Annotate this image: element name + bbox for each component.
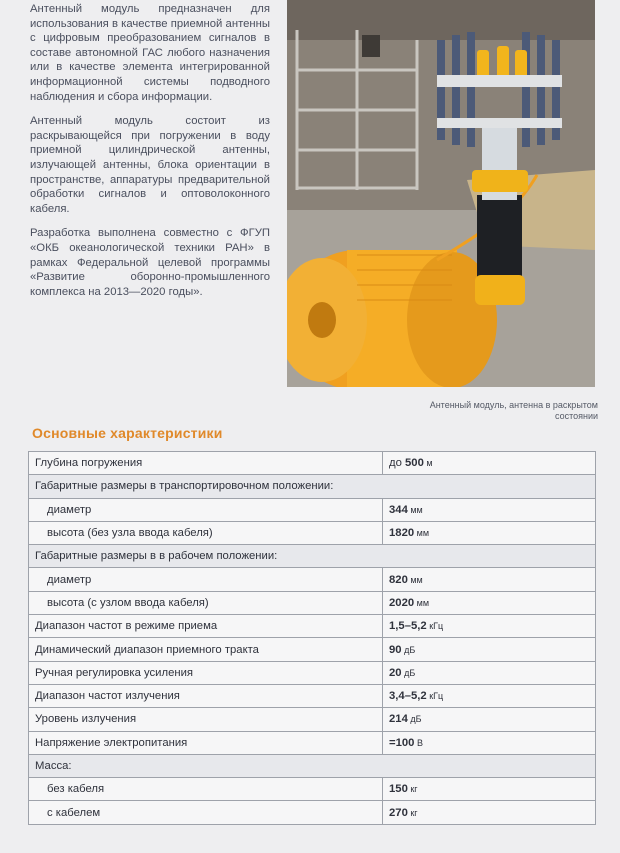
spec-value-unit: мм [414, 528, 430, 539]
spec-value-unit: дБ [407, 714, 422, 725]
spec-value-number: 270 [389, 806, 408, 819]
spec-value-number: 2020 [389, 596, 415, 609]
spec-row [29, 498, 596, 521]
spec-label: высота (с узлом ввода кабеля) [29, 591, 383, 614]
spec-value [383, 568, 596, 591]
spec-value-number: 344 [389, 503, 408, 516]
spec-label: Глубина погружения [29, 452, 383, 475]
spec-value [383, 708, 596, 731]
spec-row [29, 452, 596, 475]
spec-value-unit: кГц [426, 621, 444, 632]
spec-value [383, 591, 596, 614]
spec-value [383, 452, 596, 475]
spec-value-number: 20 [389, 666, 402, 679]
spec-value [383, 801, 596, 824]
spec-value-number: 150 [389, 783, 408, 796]
spec-value [383, 521, 596, 544]
description-text [30, 2, 270, 309]
antenna-module-photo [287, 0, 595, 387]
spec-row [29, 684, 596, 707]
spec-group-label: Габаритные размеры в транспортировочном положении: [29, 475, 596, 498]
spec-value [383, 498, 596, 521]
spec-row [29, 661, 596, 684]
paragraph-development: Разработка выполнена совместно с ФГУП «ОКБ океанологической техники РАН» в рамках Федеральной целевой программы «Развитие оборонно-промышленного комплекса на 2013—2020 годы». [30, 227, 270, 298]
spec-value-unit: м [423, 458, 433, 469]
spec-value [383, 778, 596, 801]
spec-value-unit: мм [407, 574, 423, 585]
spec-label: без кабеля [29, 778, 383, 801]
antenna-photo-illustration [287, 0, 595, 387]
spec-label: с кабелем [29, 801, 383, 824]
spec-value-number: 3,4–5,2 [389, 690, 427, 703]
spec-row [29, 591, 596, 614]
spec-value-unit: дБ [401, 644, 416, 655]
spec-label: высота (без узла ввода кабеля) [29, 521, 383, 544]
spec-value [383, 638, 596, 661]
spec-value-number: 820 [389, 573, 408, 586]
spec-row [29, 638, 596, 661]
spec-group-row [29, 475, 596, 498]
photo-caption: Антенный модуль, антенна в раскрытом состоянии [429, 400, 598, 421]
spec-group-row [29, 754, 596, 777]
paragraph-purpose: Антенный модуль предназначен для использования в качестве приемной антенны с цифровым преобразованием сигналов в составе автономной ГАС любого назначения или в качестве элемента интегрированной информационной системы подводного наблюдения и сбора информации. [30, 3, 270, 103]
spec-group-label: Габаритные размеры в в рабочем положении: [29, 545, 596, 568]
spec-label: Диапазон частот в режиме приема [29, 615, 383, 638]
spec-row [29, 801, 596, 824]
spec-row [29, 731, 596, 754]
spec-value [383, 615, 596, 638]
spec-row [29, 778, 596, 801]
spec-row [29, 708, 596, 731]
spec-value-unit: кГц [426, 691, 444, 702]
spec-value-number: 214 [389, 713, 408, 726]
spec-value-unit: кг [407, 784, 418, 795]
spec-label: Уровень излучения [29, 708, 383, 731]
spec-group-row [29, 545, 596, 568]
spec-value [383, 661, 596, 684]
spec-value-number: 1820 [389, 527, 415, 540]
spec-row [29, 568, 596, 591]
spec-label: Диапазон частот излучения [29, 684, 383, 707]
spec-label: Напряжение электропитания [29, 731, 383, 754]
spec-value-prefix: до [389, 457, 406, 470]
spec-label: диаметр [29, 498, 383, 521]
spec-value-unit: кг [407, 807, 418, 818]
spec-value-unit: дБ [401, 667, 416, 678]
spec-value-unit: мм [407, 504, 423, 515]
paragraph-composition: Антенный модуль состоит из раскрывающейся при погружении в воду приемной цилиндрической антенны, излучающей антенны, блока ориентации в пространстве, аппаратуры предварительной обработки сигналов и оптоволоконного кабеля. [30, 115, 270, 215]
specifications-table [28, 451, 596, 825]
spec-value-number: =100 [389, 736, 415, 749]
spec-value-unit: мм [414, 597, 430, 608]
spec-value-number: 1,5–5,2 [389, 620, 427, 633]
spec-label: диаметр [29, 568, 383, 591]
spec-label: Динамический диапазон приемного тракта [29, 638, 383, 661]
spec-value [383, 731, 596, 754]
spec-group-label: Масса: [29, 754, 596, 777]
spec-value-number: 500 [405, 457, 424, 470]
spec-label: Ручная регулировка усиления [29, 661, 383, 684]
spec-value-number: 90 [389, 643, 402, 656]
spec-row [29, 615, 596, 638]
spec-row [29, 521, 596, 544]
spec-value-unit: В [414, 737, 423, 748]
section-title: Основные характеристики [32, 425, 223, 441]
spec-value [383, 684, 596, 707]
